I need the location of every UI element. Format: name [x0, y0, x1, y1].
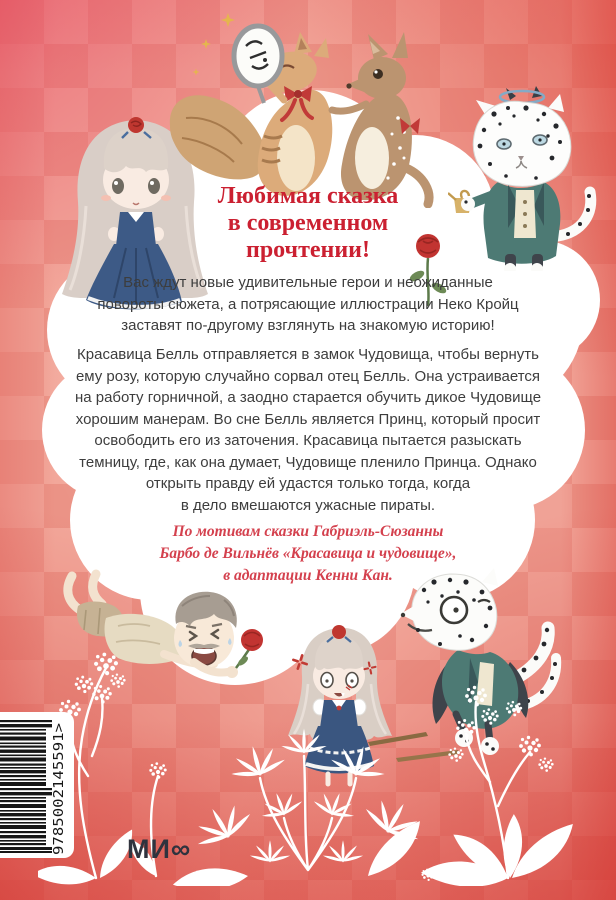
title-line: в современном	[227, 210, 389, 236]
synopsis-line: ему розу, которую случайно сорвал отец Белль. Она устраивается	[75, 367, 541, 385]
isbn-barcode	[0, 712, 74, 858]
fox-and-quoll-illustration	[166, 8, 441, 208]
barcode-number: 9785002145591>	[52, 745, 67, 855]
intro-paragraph	[0, 272, 616, 337]
synopsis-line: открыть правду ей удастся только тогда, когда	[145, 475, 471, 492]
publisher-logo-mif: МИ∞	[127, 834, 192, 864]
barcode-bars	[0, 720, 52, 853]
synopsis-paragraph	[0, 344, 616, 516]
intro-line: Вас ждут новые удивительные герои и неожиданные	[123, 274, 493, 291]
title-line: Любимая сказка	[217, 183, 399, 209]
synopsis-line: Красавица Белль отправляется в замок Чудовища, чтобы вернуть	[77, 346, 539, 363]
title-line: прочтении!	[245, 237, 370, 263]
title-block	[0, 183, 616, 264]
synopsis-line: в дело вмешаются ужасные пираты.	[180, 496, 436, 514]
floral-silhouettes	[38, 626, 578, 886]
attribution-block	[0, 521, 616, 587]
synopsis-line: на работу горничной, а заодно старается обучить дикое Чудовище	[74, 389, 542, 406]
synopsis-line: хорошим манерам. Во сне Белль является Принц, который просит	[75, 410, 541, 428]
intro-line: заставят по-другому взглянуть на знакомую историю!	[121, 317, 495, 334]
attribution-line: Барбо де Вильнёв «Красавица и чудовище»,	[159, 545, 457, 562]
attribution-line: в адаптации Кенни Кан.	[223, 567, 393, 584]
synopsis-line: освободить его из заточения. Красавица пытается разыскать	[94, 432, 522, 449]
attribution-line: По мотивам сказки Габриэль-Сюзанны	[172, 523, 444, 540]
intro-line: повороты сюжета, а потрясающие иллюстрации Неко Кройц	[97, 295, 519, 313]
synopsis-line: темницу, где, как она думает, Чудовище пленило Принца. Однако	[79, 453, 537, 471]
